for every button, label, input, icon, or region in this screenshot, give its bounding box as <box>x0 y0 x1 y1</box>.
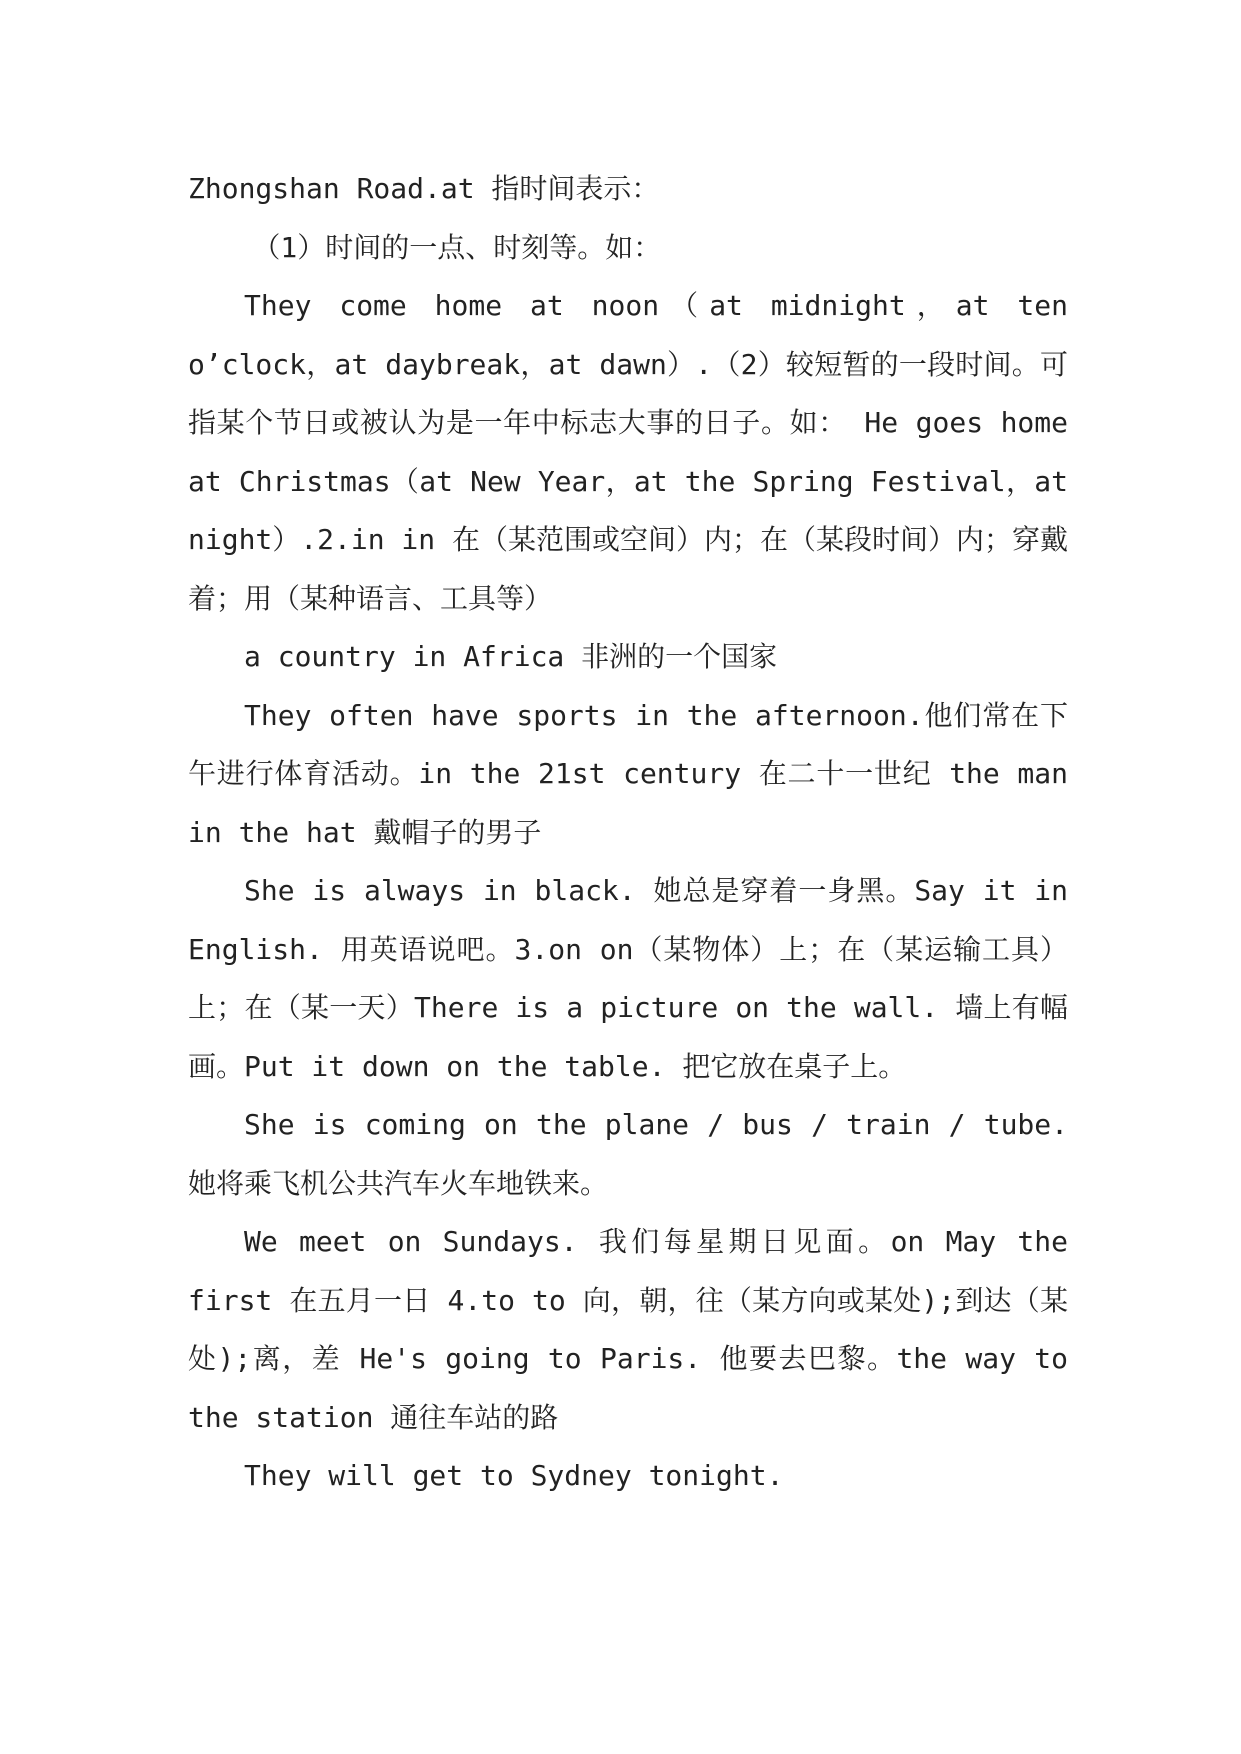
document-page <box>188 160 1068 1506</box>
paragraph-time-point: （1）时间的一点、时刻等。如： <box>252 230 662 264</box>
paragraph-at-examples: They come home at noon（at midnight，at ten o’clock，at daybreak，at dawn）.（2）较短暂的一段时间。可指某个节日或被认为是一年中标志大事的日子。如： He goes home at Christmas（at New Year，at the Spring Festival，at night）.2.in in 在（某范围或空间）内；在（某段时间）内；穿戴着；用（某种语言、工具等） <box>188 289 1069 615</box>
paragraph-on-sundays-to: We meet on Sundays. 我们每星期日见面。on May the first 在五月一日 4.to to 向，朝，往（某方向或某处);到达（某处);离，差 He's going to Paris. 他要去巴黎。the way to the station 通往车站的路 <box>188 1225 1068 1434</box>
paragraph-on-transport: She is coming on the plane / bus / train / tube.她将乘飞机公共汽车火车地铁来。 <box>188 1108 1068 1200</box>
paragraph-in-example-africa: a country in Africa 非洲的一个国家 <box>244 640 778 673</box>
paragraph-sydney: They will get to Sydney tonight. <box>244 1459 784 1492</box>
paragraph-in-black-on: She is always in black. 她总是穿着一身黑。Say it in English. 用英语说吧。3.on on（某物体）上；在（某运输工具）上；在（某一天）There is a picture on the wall. 墙上有幅画。Put it down on the table. 把它放在桌子上。 <box>188 874 1068 1083</box>
paragraph-in-example-sports: They often have sports in the afternoon.他们常在下午进行体育活动。in the 21st century 在二十一世纪 the man in the hat 戴帽子的男子 <box>188 698 1068 849</box>
paragraph-continuation: Zhongshan Road.at 指时间表示： <box>188 172 660 205</box>
